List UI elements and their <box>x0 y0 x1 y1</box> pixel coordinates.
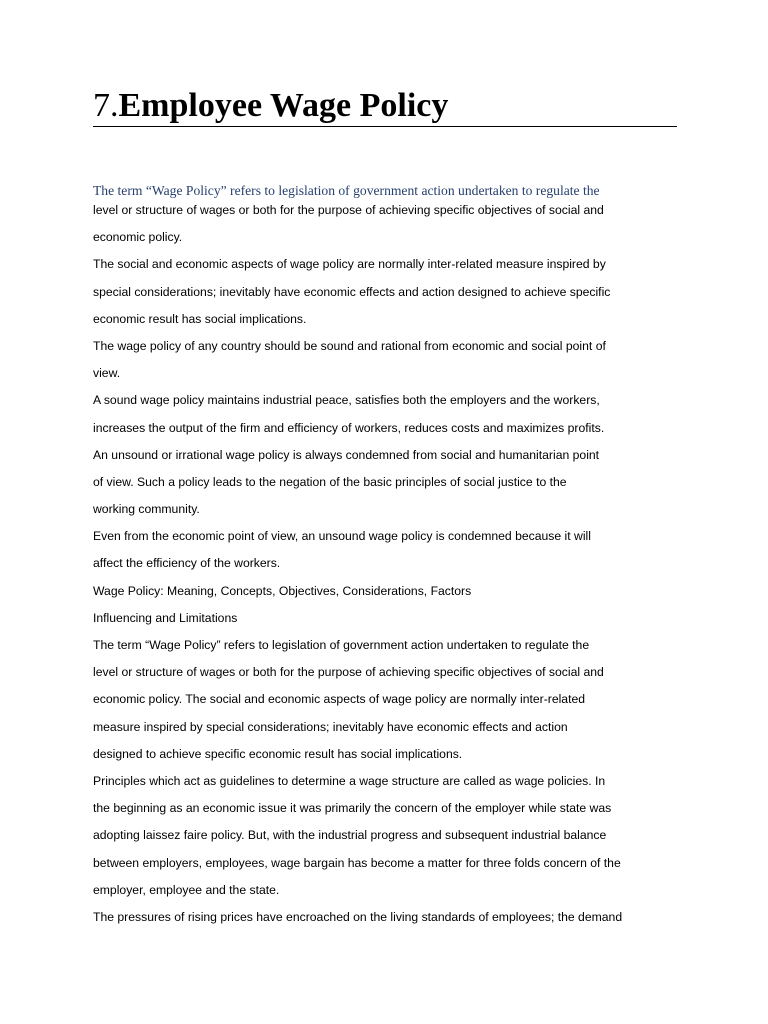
text-line: economic result has social implications. <box>93 311 307 326</box>
text-line: The pressures of rising prices have encroached on the living standards of employees; the demand <box>93 909 623 924</box>
text-line: designed to achieve specific economic result has social implications. <box>93 746 463 761</box>
text-line: level or structure of wages or both for the purpose of achieving specific objectives of social and <box>93 203 604 217</box>
text-line: increases the output of the firm and efficiency of workers, reduces costs and maximizes profits. <box>93 420 605 435</box>
text-line: working community. <box>93 502 200 517</box>
text-line: Principles which act as guidelines to determine a wage structure are called as wage policies. In <box>93 773 606 788</box>
text-line: An unsound or irrational wage policy is always condemned from social and humanitarian point <box>93 447 600 462</box>
text-line: measure inspired by special considerations; inevitably have economic effects and action <box>93 719 568 734</box>
text-line: of view. Such a policy leads to the negation of the basic principles of social justice to the <box>93 474 567 489</box>
text-line: the beginning as an economic issue it was primarily the concern of the employer while state was <box>93 801 612 816</box>
text-line: employer, employee and the state. <box>93 882 280 897</box>
text-line: level or structure of wages or both for the purpose of achieving specific objectives of social and <box>93 665 604 680</box>
text-line: special considerations; inevitably have economic effects and action designed to achieve specific <box>93 284 611 299</box>
text-line: Influencing and Limitations <box>93 610 238 625</box>
text-line: The wage policy of any country should be sound and rational from economic and social point of <box>93 338 606 353</box>
intro-line: The term “Wage Policy” refers to legislation of government action undertaken to regulate the <box>93 183 600 198</box>
text-line: economic policy. The social and economic aspects of wage policy are normally inter-related <box>93 692 586 707</box>
text-line: Even from the economic point of view, an unsound wage policy is condemned because it will <box>93 529 591 544</box>
text-line: between employers, employees, wage bargain has become a matter for three folds concern of the <box>93 855 621 870</box>
text-line: adopting laissez faire policy. But, with the industrial progress and subsequent industrial balance <box>93 828 607 843</box>
text-line: The term “Wage Policy” refers to legislation of government action undertaken to regulate the <box>93 638 590 652</box>
title-text: Employee Wage Policy <box>118 87 449 124</box>
page-title <box>93 86 677 127</box>
text-line: affect the efficiency of the workers. <box>93 556 281 571</box>
text-line: The social and economic aspects of wage policy are normally inter-related measure inspired by <box>93 257 606 272</box>
body-text <box>93 202 693 936</box>
text-line: Wage Policy: Meaning, Concepts, Objectives, Considerations, Factors <box>93 583 472 598</box>
text-line: economic policy. <box>93 230 183 245</box>
text-line: A sound wage policy maintains industrial peace, satisfies both the employers and the workers, <box>93 393 600 408</box>
text-line: view. <box>93 366 121 381</box>
title-number: 7. <box>93 87 119 124</box>
